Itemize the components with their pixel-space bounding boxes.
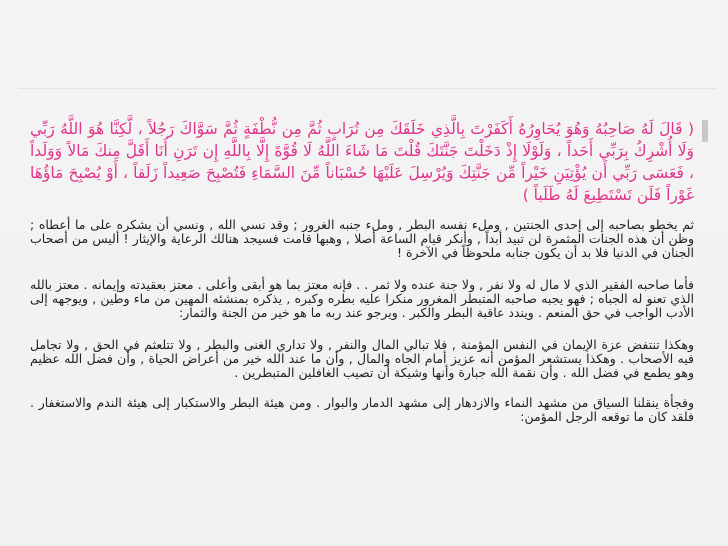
paragraph-4: وفجأة ينقلنا السياق من مشهد النماء والازدهار إلى مشهد الدمار والبوار . ومن هيئة البطر والاستكبار إلى هيئة الندم والاستغفار . فلقد كان ما توقعه الرجل المؤمن: bbox=[30, 395, 694, 424]
quran-verse: ( قَالَ لَهُ صَاحِبُهُ وَهُوَ يُحَاوِرُهُ أَكَفَرْتَ بِالَّذِي خَلَقَكَ مِن تُرَابٍ ثُمَّ مِن نُّطْفَةٍ ثُمَّ سَوَّاكَ رَجُلاً ، لَّكِنَّا هُوَ اللَّهُ رَبِّي وَلَا أُشْرِكُ بِرَبِّي أَحَداً ، وَلَوْلَا إِذْ دَخَلْتَ جَنَّتَكَ قُلْتَ مَا شَاءَ اللَّهُ لَا قُوَّةَ إِلَّا بِاللَّهِ إِن تَرَنِ أَنَا أَقَلَّ مِنكَ مَالاً وَوَلَداً ، فَعَسَى رَبِّي أَن يُؤْتِيَنِ خَيْراً مِّن جَنَّتِكَ وَيُرْسِلَ عَلَيْهَا حُسْبَاناً مِّنَ السَّمَاءِ فَتُصْبِحَ صَعِيداً زَلَقاً ، أَوْ يُصْبِحَ مَاؤُهَا غَوْراً فَلَن تَسْتَطِيعَ لَهُ طَلَباً ) bbox=[30, 120, 694, 204]
accent-bar bbox=[702, 120, 708, 142]
paragraph-3: وهكذا تنتفض عزة الإيمان في النفس المؤمنة , فلا تبالي المال والنفر , ولا تداري الغنى والبطر , ولا تتلعثم في الحق , ولا تجامل فيه الأصحاب . وهكذا يستشعر المؤمن أنه عزيز أمام الجاه والمال , وأن ما عند الله خير من أعراض الحياة , وأن فضل الله عظيم وهو يطمع في فضل الله . وأن نقمة الله جبارة وأنها وشيكة أن تصيب الغافلين المتبطرين . bbox=[30, 337, 694, 380]
paragraph-2: فأما صاحبه الفقير الذي لا مال له ولا نفر , ولا جنة عنده ولا ثمر . . فإنه معتز بما هو أبقى وأعلى . معتز بعقيدته وإيمانه . معتز بالله الذي تعنو له الجباه ; فهو يجبه صاحبه المتبطر المغرور منكرا عليه بطره وكبره , يذكره بمنشئه المهين من ماء وطين , ويوجهه إلى الأدب الواجب في حق المنعم . ويندد عاقبة البطر والكبر . ويرجو عند ربه ما هو خير من الجنة والثمار: bbox=[30, 277, 694, 320]
paragraph-1: ثم يخطو بصاحبه إلى إحدى الجنتين , وملء نفسه البطر , وملء جنبه الغرور ; وقد نسي الله , ونسي أن يشكره على ما أعطاه ; وظن أن هذه الجنات المثمرة لن تبيد أبداً , وأنكر قيام الساعة أصلا , وهبها قامت فسيجد هنالك الرعاية والإيثار ! أليس من أصحاب الجنان في الدنيا فلا بد أن يكون جنابه ملحوظاً في الآخرة ! bbox=[30, 217, 694, 260]
text-content bbox=[30, 118, 694, 442]
top-divider bbox=[18, 88, 716, 89]
